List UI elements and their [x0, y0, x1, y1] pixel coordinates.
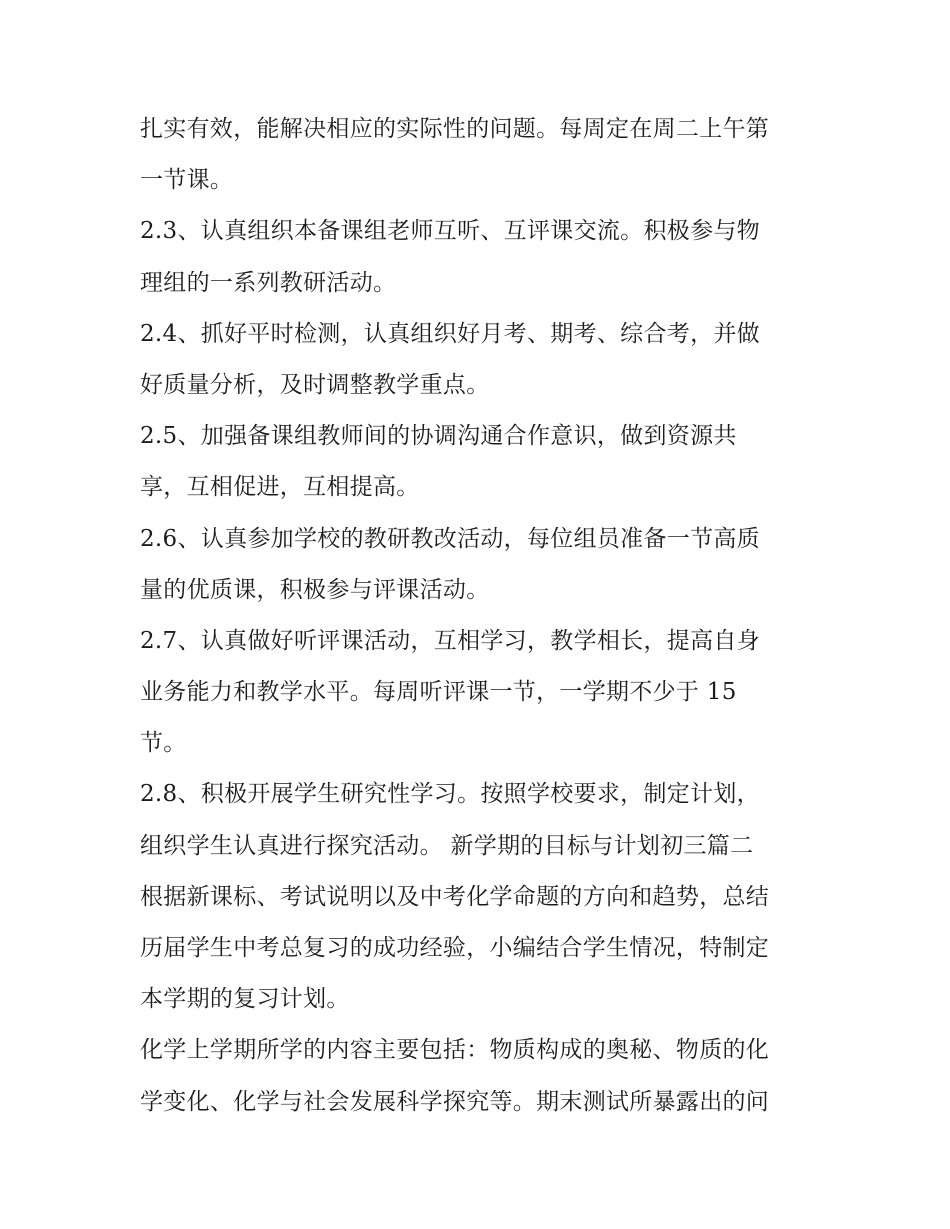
- text-line: 学变化、化学与社会发展科学探究等。期末测试所暴露出的问: [140, 1088, 770, 1115]
- text-line: 一节课。: [140, 167, 234, 194]
- text-line: 扎实有效，能解决相应的实际性的问题。每周定在周二上午第: [140, 116, 770, 142]
- text-line: 享，互相促进，互相提高。: [140, 474, 420, 501]
- text-line: 根据新课标、考试说明以及中考化学命题的方向和趋势，总结: [140, 883, 770, 910]
- text-line: 2.6、认真参加学校的教研教改活动，每位组员准备一节高质: [140, 525, 760, 552]
- text-line: 本学期的复习计划。: [140, 986, 350, 1013]
- text-line: 2.4、抓好平时检测，认真组织好月考、期考、综合考，并做: [140, 320, 760, 347]
- text-line: 2.3、认真组织本备课组老师互听、互评课交流。积极参与物: [140, 218, 760, 245]
- text-line: 历届学生中考总复习的成功经验，小编结合学生情况，特制定: [140, 935, 770, 961]
- text-line: 2.8、积极开展学生研究性学习。按照学校要求，制定计划，: [140, 781, 760, 808]
- text-line: 组织学生认真进行探究活动。 新学期的目标与计划初三篇二: [140, 832, 754, 859]
- text-line: 业务能力和教学水平。每周听评课一节，一学期不少于 15: [140, 679, 737, 706]
- text-line: 化学上学期所学的内容主要包括：物质构成的奥秘、物质的化: [140, 1037, 770, 1064]
- text-line: 2.5、加强备课组教师间的协调沟通合作意识，做到资源共: [140, 423, 737, 450]
- text-line: 量的优质课，积极参与评课活动。: [140, 576, 490, 603]
- document-body: [140, 104, 820, 1128]
- text-line: 好质量分析，及时调整教学重点。: [140, 371, 490, 398]
- text-line: 理组的一系列教研活动。: [140, 269, 397, 296]
- text-line: 2.7、认真做好听评课活动，互相学习，教学相长，提高自身: [140, 627, 760, 654]
- text-line: 节。: [140, 730, 187, 757]
